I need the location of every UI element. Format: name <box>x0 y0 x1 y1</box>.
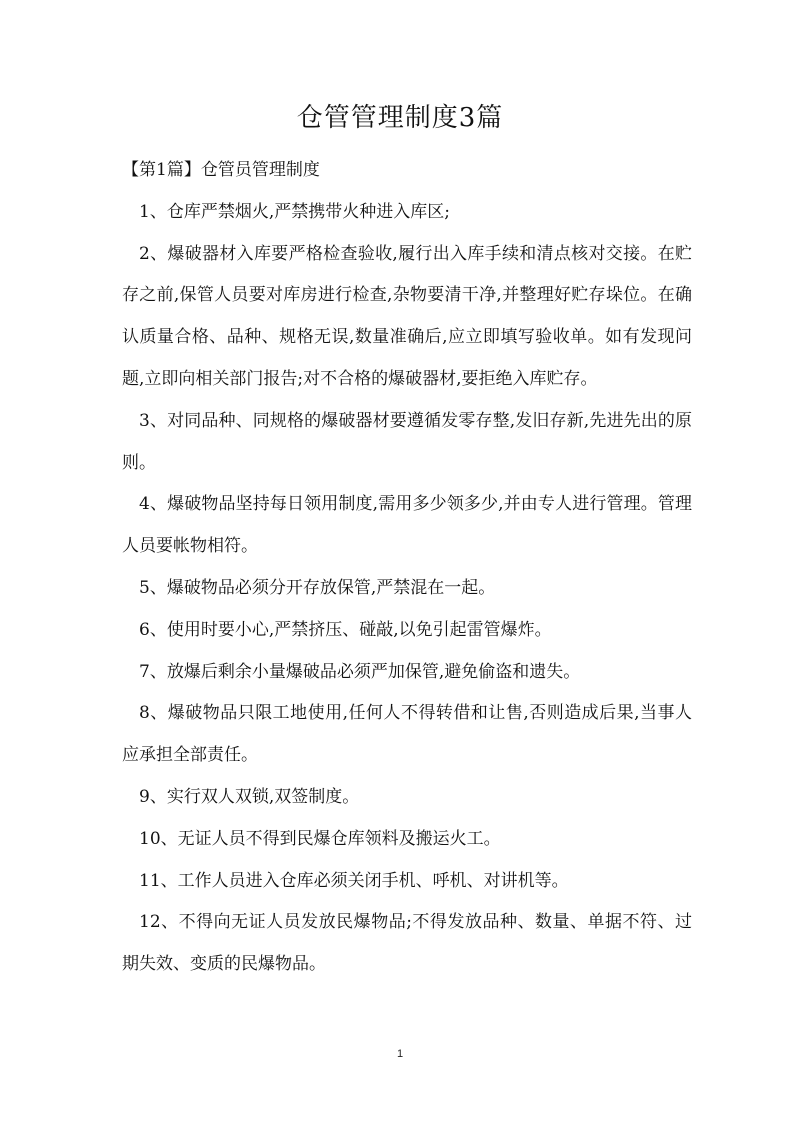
rule-paragraph-12: 12、不得向无证人员发放民爆物品;不得发放品种、数量、单据不符、过期失效、变质的民爆物品。 <box>122 912 692 975</box>
rule-paragraph-1: 1、仓库严禁烟火,严禁携带火种进入库区; <box>139 201 450 222</box>
rule-paragraph-4: 4、爆破物品坚持每日领用制度,需用多少领多少,并由专人进行管理。管理人员要帐物相符。 <box>122 494 692 557</box>
rule-paragraph-7: 7、放爆后剩余小量爆破品必须严加保管,避免偷盗和遗失。 <box>139 661 581 682</box>
rule-paragraph-11: 11、工作人员进入仓库必须关闭手机、呼机、对讲机等。 <box>139 870 569 891</box>
rule-paragraph-10: 10、无证人员不得到民爆仓库领料及搬运火工。 <box>139 828 501 849</box>
rule-paragraph-5: 5、爆破物品必须分开存放保管,严禁混在一起。 <box>139 577 496 598</box>
rule-paragraph-6: 6、使用时要小心,严禁挤压、碰敲,以免引起雷管爆炸。 <box>139 619 552 640</box>
rule-paragraph-9: 9、实行双人双锁,双签制度。 <box>139 786 360 807</box>
rule-paragraph-8: 8、爆破物品只限工地使用,任何人不得转借和让售,否则造成后果,当事人应承担全部责任。 <box>122 703 692 766</box>
page-title: 仓管管理制度3篇 <box>296 103 504 133</box>
page-number: 1 <box>396 1048 404 1060</box>
section-heading: 【第1篇】仓管员管理制度 <box>122 160 320 180</box>
document-body <box>122 150 692 986</box>
rule-paragraph-3: 3、对同品种、同规格的爆破器材要遵循发零存整,发旧存新,先进先出的原则。 <box>122 410 692 473</box>
rule-paragraph-2: 2、爆破器材入库要严格检查验收,履行出入库手续和清点核对交接。在贮存之前,保管人员要对库房进行检查,杂物要清干净,并整理好贮存垛位。在确认质量合格、品种、规格无误,数量准确后,应立即填写验收单。如有发现问题,立即向相关部门报告;对不合格的爆破器材,要拒绝入库贮存。 <box>122 243 692 389</box>
